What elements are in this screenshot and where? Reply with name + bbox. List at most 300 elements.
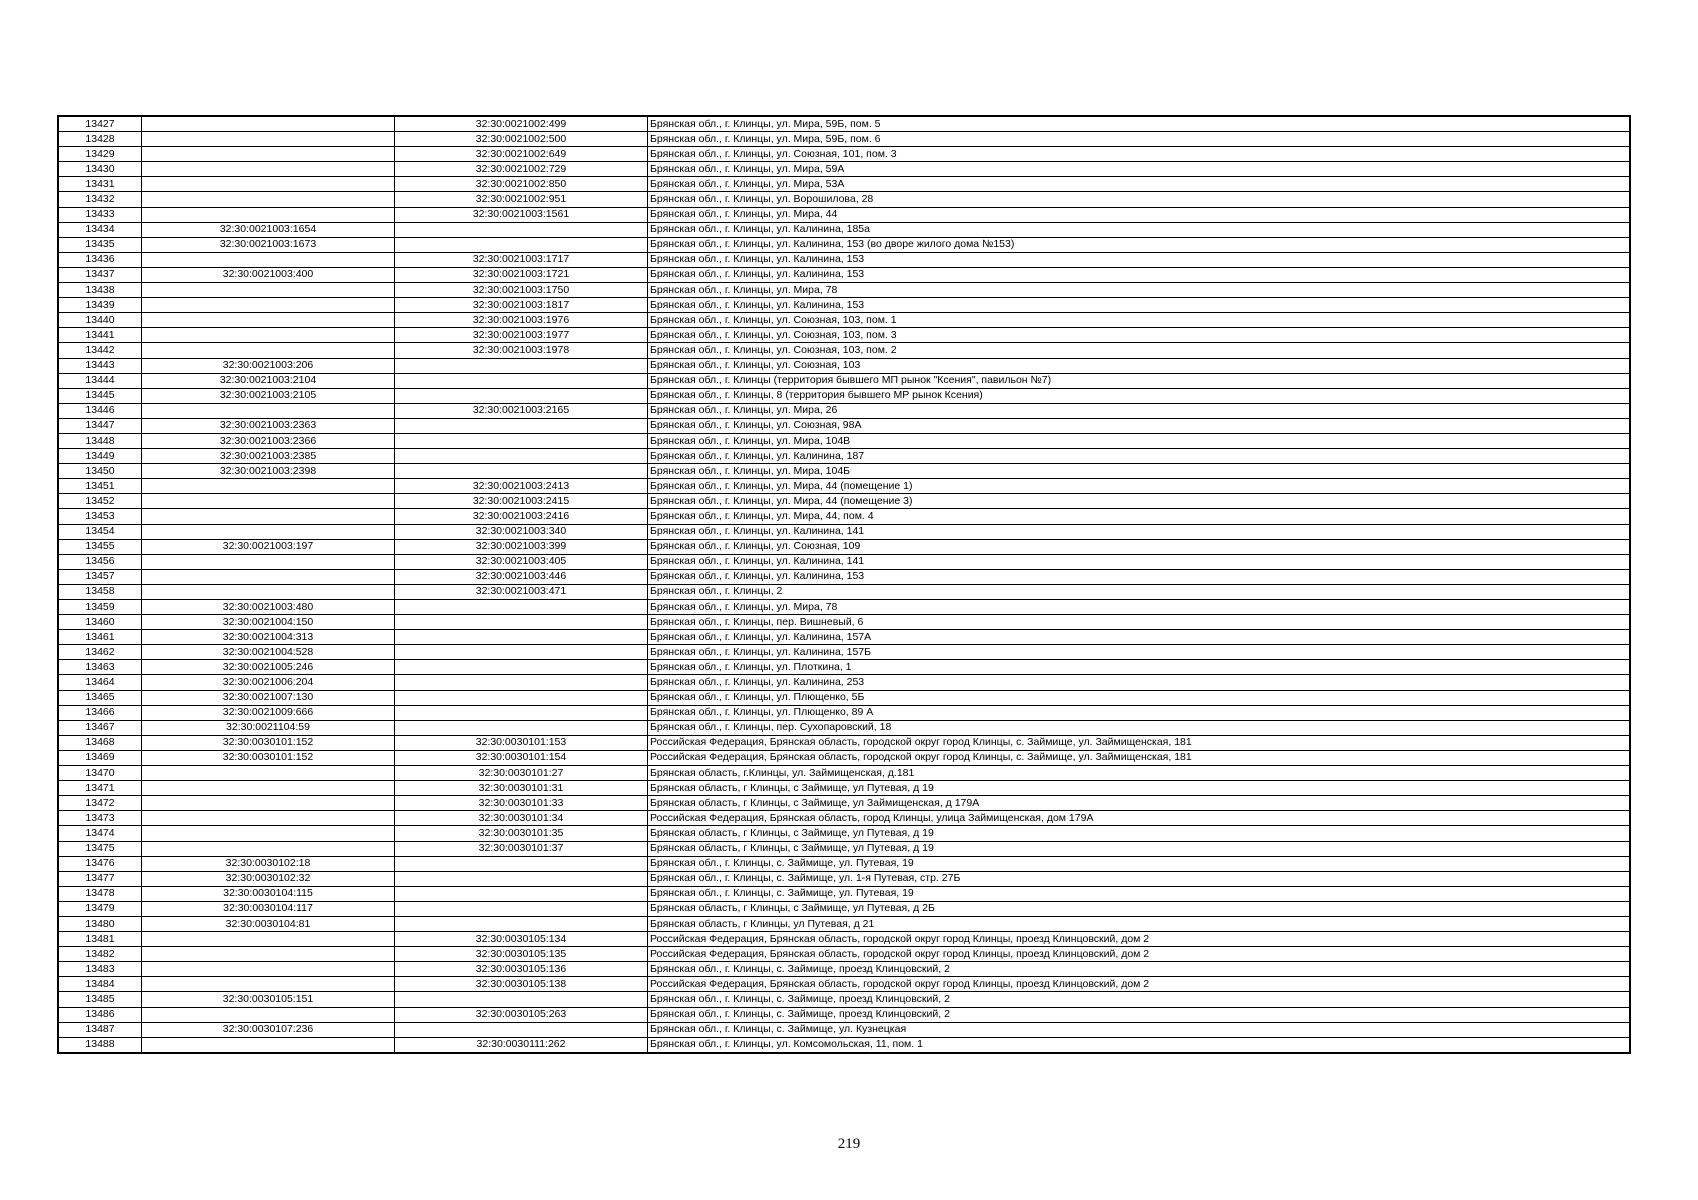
row-number-cell: 13481 <box>58 932 142 947</box>
table-row <box>58 116 1630 132</box>
address-cell: Брянская обл., г. Клинцы, пер. Вишневый, 6 <box>648 615 1631 630</box>
object-cadastral-number-cell: 32:30:0021003:1976 <box>395 313 648 328</box>
table-row <box>58 207 1630 222</box>
table-row <box>58 1037 1630 1053</box>
object-cadastral-number-cell: 32:30:0021003:2416 <box>395 509 648 524</box>
table-row <box>58 222 1630 237</box>
table-row <box>58 871 1630 886</box>
land-cadastral-number-cell: 32:30:0021003:2398 <box>142 464 395 479</box>
object-cadastral-number-cell: 32:30:0021003:471 <box>395 584 648 599</box>
object-cadastral-number-cell: 32:30:0021002:649 <box>395 147 648 162</box>
object-cadastral-number-cell <box>395 433 648 448</box>
object-cadastral-number-cell <box>395 373 648 388</box>
object-cadastral-number-cell <box>395 600 648 615</box>
table-row <box>58 464 1630 479</box>
table-row <box>58 267 1630 282</box>
land-cadastral-number-cell: 32:30:0021003:2385 <box>142 449 395 464</box>
table-row <box>58 418 1630 433</box>
land-cadastral-number-cell: 32:30:0021104:59 <box>142 720 395 735</box>
row-number-cell: 13472 <box>58 796 142 811</box>
row-number-cell: 13438 <box>58 283 142 298</box>
address-cell: Брянская обл., г. Клинцы, ул. Союзная, 103, пом. 3 <box>648 328 1631 343</box>
object-cadastral-number-cell: 32:30:0021003:405 <box>395 554 648 569</box>
table-row <box>58 494 1630 509</box>
land-cadastral-number-cell <box>142 766 395 781</box>
land-cadastral-number-cell <box>142 147 395 162</box>
address-cell: Брянская обл., г. Клинцы, ул. Мира, 78 <box>648 283 1631 298</box>
row-number-cell: 13480 <box>58 916 142 931</box>
table-row <box>58 645 1630 660</box>
row-number-cell: 13446 <box>58 403 142 418</box>
object-cadastral-number-cell: 32:30:0030101:34 <box>395 811 648 826</box>
address-cell: Брянская обл., г. Клинцы, ул. Мира, 104В <box>648 433 1631 448</box>
row-number-cell: 13453 <box>58 509 142 524</box>
row-number-cell: 13476 <box>58 856 142 871</box>
row-number-cell: 13444 <box>58 373 142 388</box>
row-number-cell: 13457 <box>58 569 142 584</box>
table-row <box>58 343 1630 358</box>
land-cadastral-number-cell: 32:30:0030102:32 <box>142 871 395 886</box>
table-row <box>58 388 1630 403</box>
address-cell: Брянская обл., г. Клинцы, ул. Ворошилова, 28 <box>648 192 1631 207</box>
object-cadastral-number-cell: 32:30:0030105:136 <box>395 962 648 977</box>
row-number-cell: 13442 <box>58 343 142 358</box>
address-cell: Брянская обл., г. Клинцы, ул. Плоткина, 1 <box>648 660 1631 675</box>
land-cadastral-number-cell: 32:30:0021009:666 <box>142 705 395 720</box>
land-cadastral-number-cell: 32:30:0021003:206 <box>142 358 395 373</box>
object-cadastral-number-cell: 32:30:0021003:1717 <box>395 252 648 267</box>
row-number-cell: 13454 <box>58 524 142 539</box>
land-cadastral-number-cell <box>142 554 395 569</box>
land-cadastral-number-cell <box>142 252 395 267</box>
table-row <box>58 237 1630 252</box>
object-cadastral-number-cell <box>395 856 648 871</box>
object-cadastral-number-cell: 32:30:0021003:1977 <box>395 328 648 343</box>
row-number-cell: 13459 <box>58 600 142 615</box>
address-cell: Брянская область, г.Клинцы, ул. Займищенская, д.181 <box>648 766 1631 781</box>
address-cell: Брянская обл., г. Клинцы, ул. Мира, 44 (помещение 1) <box>648 479 1631 494</box>
address-cell: Российская Федерация, Брянская область, городской округ город Клинцы, проезд Клинцовский, дом 2 <box>648 977 1631 992</box>
land-cadastral-number-cell <box>142 192 395 207</box>
object-cadastral-number-cell <box>395 705 648 720</box>
address-cell: Брянская область, г Клинцы, с Займище, ул Займищенская, д 179А <box>648 796 1631 811</box>
address-cell: Брянская обл., г. Клинцы, ул. Мира, 44, пом. 4 <box>648 509 1631 524</box>
object-cadastral-number-cell: 32:30:0030101:153 <box>395 735 648 750</box>
land-cadastral-number-cell <box>142 841 395 856</box>
row-number-cell: 13434 <box>58 222 142 237</box>
row-number-cell: 13440 <box>58 313 142 328</box>
address-cell: Брянская обл., г. Клинцы, ул. Калинина, 153 <box>648 569 1631 584</box>
row-number-cell: 13463 <box>58 660 142 675</box>
object-cadastral-number-cell <box>395 660 648 675</box>
row-number-cell: 13435 <box>58 237 142 252</box>
table-row <box>58 856 1630 871</box>
row-number-cell: 13443 <box>58 358 142 373</box>
table-row <box>58 584 1630 599</box>
land-cadastral-number-cell: 32:30:0030104:81 <box>142 916 395 931</box>
object-cadastral-number-cell <box>395 690 648 705</box>
row-number-cell: 13475 <box>58 841 142 856</box>
row-number-cell: 13469 <box>58 750 142 765</box>
land-cadastral-number-cell: 32:30:0021003:1654 <box>142 222 395 237</box>
address-cell: Брянская обл., г. Клинцы, с. Займище, ул. Путевая, 19 <box>648 856 1631 871</box>
land-cadastral-number-cell <box>142 569 395 584</box>
table-row <box>58 554 1630 569</box>
address-cell: Российская Федерация, Брянская область, городской округ город Клинцы, проезд Клинцовский, дом 2 <box>648 947 1631 962</box>
address-cell: Брянская обл., г. Клинцы, ул. Комсомольская, 11, пом. 1 <box>648 1037 1631 1053</box>
row-number-cell: 13456 <box>58 554 142 569</box>
row-number-cell: 13455 <box>58 539 142 554</box>
row-number-cell: 13467 <box>58 720 142 735</box>
land-cadastral-number-cell <box>142 494 395 509</box>
land-cadastral-number-cell <box>142 207 395 222</box>
land-cadastral-number-cell <box>142 283 395 298</box>
object-cadastral-number-cell <box>395 992 648 1007</box>
land-cadastral-number-cell <box>142 343 395 358</box>
row-number-cell: 13427 <box>58 116 142 132</box>
object-cadastral-number-cell <box>395 615 648 630</box>
object-cadastral-number-cell <box>395 630 648 645</box>
land-cadastral-number-cell: 32:30:0030107:236 <box>142 1022 395 1037</box>
table-row <box>58 781 1630 796</box>
table-row <box>58 433 1630 448</box>
row-number-cell: 13450 <box>58 464 142 479</box>
address-cell: Брянская обл., г. Клинцы, ул. Калинина, 157Б <box>648 645 1631 660</box>
land-cadastral-number-cell <box>142 132 395 147</box>
table-row <box>58 630 1630 645</box>
table-row <box>58 675 1630 690</box>
row-number-cell: 13451 <box>58 479 142 494</box>
table-row <box>58 328 1630 343</box>
address-cell: Брянская обл., г. Клинцы, ул. Плющенко, 89 А <box>648 705 1631 720</box>
table-row <box>58 901 1630 916</box>
object-cadastral-number-cell <box>395 449 648 464</box>
land-cadastral-number-cell <box>142 328 395 343</box>
object-cadastral-number-cell: 32:30:0021002:951 <box>395 192 648 207</box>
land-cadastral-number-cell <box>142 932 395 947</box>
land-cadastral-number-cell: 32:30:0030105:151 <box>142 992 395 1007</box>
table-row <box>58 886 1630 901</box>
object-cadastral-number-cell <box>395 358 648 373</box>
land-cadastral-number-cell <box>142 826 395 841</box>
object-cadastral-number-cell: 32:30:0021003:1978 <box>395 343 648 358</box>
table-row <box>58 811 1630 826</box>
table-row <box>58 705 1630 720</box>
address-cell: Брянская обл., г. Клинцы, ул. Калинина, 153 <box>648 298 1631 313</box>
object-cadastral-number-cell: 32:30:0030105:263 <box>395 1007 648 1022</box>
address-cell: Брянская обл., г. Клинцы, ул. Мира, 26 <box>648 403 1631 418</box>
row-number-cell: 13452 <box>58 494 142 509</box>
object-cadastral-number-cell <box>395 916 648 931</box>
row-number-cell: 13449 <box>58 449 142 464</box>
row-number-cell: 13485 <box>58 992 142 1007</box>
object-cadastral-number-cell: 32:30:0021003:446 <box>395 569 648 584</box>
address-cell: Российская Федерация, Брянская область, город Клинцы, улица Займищенская, дом 179А <box>648 811 1631 826</box>
table-row <box>58 509 1630 524</box>
land-cadastral-number-cell: 32:30:0021005:246 <box>142 660 395 675</box>
address-cell: Брянская область, г Клинцы, ул Путевая, д 21 <box>648 916 1631 931</box>
object-cadastral-number-cell: 32:30:0021003:1721 <box>395 267 648 282</box>
row-number-cell: 13470 <box>58 766 142 781</box>
table-row <box>58 1007 1630 1022</box>
object-cadastral-number-cell <box>395 871 648 886</box>
table-row <box>58 283 1630 298</box>
object-cadastral-number-cell: 32:30:0030105:134 <box>395 932 648 947</box>
land-cadastral-number-cell <box>142 162 395 177</box>
address-cell: Брянская обл., г. Клинцы, ул. Калинина, 185а <box>648 222 1631 237</box>
address-cell: Брянская обл., г. Клинцы, ул. Мира, 78 <box>648 600 1631 615</box>
table-row <box>58 147 1630 162</box>
table-row <box>58 1022 1630 1037</box>
address-cell: Брянская обл., г. Клинцы, ул. Союзная, 109 <box>648 539 1631 554</box>
address-cell: Брянская обл., г. Клинцы, ул. Калинина, 187 <box>648 449 1631 464</box>
land-cadastral-number-cell: 32:30:0021003:2363 <box>142 418 395 433</box>
land-cadastral-number-cell <box>142 403 395 418</box>
land-cadastral-number-cell <box>142 524 395 539</box>
row-number-cell: 13471 <box>58 781 142 796</box>
object-cadastral-number-cell: 32:30:0030101:33 <box>395 796 648 811</box>
object-cadastral-number-cell: 32:30:0021003:2415 <box>395 494 648 509</box>
row-number-cell: 13431 <box>58 177 142 192</box>
object-cadastral-number-cell: 32:30:0021002:729 <box>395 162 648 177</box>
address-cell: Российская Федерация, Брянская область, городской округ город Клинцы, с. Займище, ул. Займищенская, 181 <box>648 750 1631 765</box>
row-number-cell: 13458 <box>58 584 142 599</box>
land-cadastral-number-cell <box>142 977 395 992</box>
land-cadastral-number-cell <box>142 313 395 328</box>
registry-table-body <box>58 116 1630 1053</box>
address-cell: Брянская обл., г. Клинцы, пер. Сухопаровский, 18 <box>648 720 1631 735</box>
registry-table <box>57 115 1631 1054</box>
land-cadastral-number-cell: 32:30:0021004:313 <box>142 630 395 645</box>
row-number-cell: 13478 <box>58 886 142 901</box>
table-row <box>58 252 1630 267</box>
row-number-cell: 13487 <box>58 1022 142 1037</box>
land-cadastral-number-cell <box>142 1037 395 1053</box>
address-cell: Брянская обл., г. Клинцы, ул. Союзная, 101, пом. 3 <box>648 147 1631 162</box>
address-cell: Российская Федерация, Брянская область, городской округ город Клинцы, проезд Клинцовский, дом 2 <box>648 932 1631 947</box>
address-cell: Брянская обл., г. Клинцы, ул. Мира, 44 <box>648 207 1631 222</box>
row-number-cell: 13437 <box>58 267 142 282</box>
table-row <box>58 962 1630 977</box>
table-row <box>58 720 1630 735</box>
address-cell: Брянская обл., г. Клинцы (территория бывшего МП рынок "Ксения", павильон №7) <box>648 373 1631 388</box>
table-row <box>58 916 1630 931</box>
address-cell: Брянская обл., г. Клинцы, ул. Мира, 59Б, пом. 6 <box>648 132 1631 147</box>
table-row <box>58 539 1630 554</box>
land-cadastral-number-cell: 32:30:0021003:2104 <box>142 373 395 388</box>
object-cadastral-number-cell: 32:30:0030105:135 <box>395 947 648 962</box>
object-cadastral-number-cell: 32:30:0030101:37 <box>395 841 648 856</box>
land-cadastral-number-cell <box>142 479 395 494</box>
object-cadastral-number-cell <box>395 237 648 252</box>
row-number-cell: 13465 <box>58 690 142 705</box>
object-cadastral-number-cell: 32:30:0021003:2165 <box>395 403 648 418</box>
table-row <box>58 600 1630 615</box>
land-cadastral-number-cell: 32:30:0021003:197 <box>142 539 395 554</box>
table-row <box>58 373 1630 388</box>
land-cadastral-number-cell <box>142 177 395 192</box>
object-cadastral-number-cell: 32:30:0030111:262 <box>395 1037 648 1053</box>
row-number-cell: 13441 <box>58 328 142 343</box>
land-cadastral-number-cell: 32:30:0021003:400 <box>142 267 395 282</box>
object-cadastral-number-cell: 32:30:0030101:27 <box>395 766 648 781</box>
row-number-cell: 13468 <box>58 735 142 750</box>
address-cell: Брянская область, г Клинцы, с Займище, ул Путевая, д 2Б <box>648 901 1631 916</box>
address-cell: Брянская область, г Клинцы, с Займище, ул Путевая, д 19 <box>648 826 1631 841</box>
address-cell: Брянская область, г Клинцы, с Займище, ул Путевая, д 19 <box>648 841 1631 856</box>
object-cadastral-number-cell <box>395 901 648 916</box>
table-row <box>58 977 1630 992</box>
table-row <box>58 449 1630 464</box>
row-number-cell: 13447 <box>58 418 142 433</box>
table-row <box>58 947 1630 962</box>
table-row <box>58 358 1630 373</box>
row-number-cell: 13460 <box>58 615 142 630</box>
address-cell: Брянская обл., г. Клинцы, ул. Калинина, 141 <box>648 554 1631 569</box>
row-number-cell: 13488 <box>58 1037 142 1053</box>
address-cell: Брянская обл., г. Клинцы, с. Займище, ул. Путевая, 19 <box>648 886 1631 901</box>
object-cadastral-number-cell <box>395 645 648 660</box>
address-cell: Брянская обл., г. Клинцы, с. Займище, проезд Клинцовский, 2 <box>648 992 1631 1007</box>
object-cadastral-number-cell: 32:30:0021003:1817 <box>395 298 648 313</box>
land-cadastral-number-cell <box>142 796 395 811</box>
table-row <box>58 132 1630 147</box>
address-cell: Брянская обл., г. Клинцы, ул. Мира, 44 (помещение 3) <box>648 494 1631 509</box>
row-number-cell: 13484 <box>58 977 142 992</box>
row-number-cell: 13462 <box>58 645 142 660</box>
object-cadastral-number-cell <box>395 418 648 433</box>
land-cadastral-number-cell <box>142 1007 395 1022</box>
object-cadastral-number-cell <box>395 675 648 690</box>
address-cell: Брянская обл., г. Клинцы, ул. Калинина, 157А <box>648 630 1631 645</box>
object-cadastral-number-cell: 32:30:0030105:138 <box>395 977 648 992</box>
object-cadastral-number-cell <box>395 886 648 901</box>
object-cadastral-number-cell: 32:30:0030101:154 <box>395 750 648 765</box>
row-number-cell: 13439 <box>58 298 142 313</box>
table-row <box>58 660 1630 675</box>
land-cadastral-number-cell: 32:30:0021004:528 <box>142 645 395 660</box>
address-cell: Брянская обл., г. Клинцы, с. Займище, ул. Кузнецкая <box>648 1022 1631 1037</box>
table-row <box>58 932 1630 947</box>
object-cadastral-number-cell <box>395 222 648 237</box>
land-cadastral-number-cell: 32:30:0030101:152 <box>142 750 395 765</box>
land-cadastral-number-cell: 32:30:0021003:2366 <box>142 433 395 448</box>
row-number-cell: 13473 <box>58 811 142 826</box>
object-cadastral-number-cell <box>395 388 648 403</box>
address-cell: Брянская обл., г. Клинцы, ул. Союзная, 103 <box>648 358 1631 373</box>
row-number-cell: 13445 <box>58 388 142 403</box>
table-row <box>58 177 1630 192</box>
row-number-cell: 13474 <box>58 826 142 841</box>
table-row <box>58 479 1630 494</box>
address-cell: Брянская обл., г. Клинцы, ул. Калинина, 141 <box>648 524 1631 539</box>
row-number-cell: 13429 <box>58 147 142 162</box>
object-cadastral-number-cell: 32:30:0021003:1561 <box>395 207 648 222</box>
land-cadastral-number-cell: 32:30:0030101:152 <box>142 735 395 750</box>
address-cell: Брянская обл., г. Клинцы, ул. Союзная, 98А <box>648 418 1631 433</box>
object-cadastral-number-cell <box>395 464 648 479</box>
table-row <box>58 569 1630 584</box>
row-number-cell: 13430 <box>58 162 142 177</box>
table-row <box>58 796 1630 811</box>
row-number-cell: 13477 <box>58 871 142 886</box>
land-cadastral-number-cell <box>142 584 395 599</box>
table-row <box>58 192 1630 207</box>
land-cadastral-number-cell: 32:30:0021006:204 <box>142 675 395 690</box>
address-cell: Брянская обл., г. Клинцы, 2 <box>648 584 1631 599</box>
table-row <box>58 162 1630 177</box>
table-row <box>58 992 1630 1007</box>
table-row <box>58 313 1630 328</box>
object-cadastral-number-cell: 32:30:0021003:2413 <box>395 479 648 494</box>
land-cadastral-number-cell: 32:30:0021003:480 <box>142 600 395 615</box>
address-cell: Брянская обл., г. Клинцы, ул. Союзная, 103, пом. 1 <box>648 313 1631 328</box>
address-cell: Брянская область, г Клинцы, с Займище, ул Путевая, д 19 <box>648 781 1631 796</box>
land-cadastral-number-cell <box>142 811 395 826</box>
address-cell: Брянская обл., г. Клинцы, ул. Калинина, 153 (во дворе жилого дома №153) <box>648 237 1631 252</box>
table-row <box>58 735 1630 750</box>
page-number: 219 <box>837 1136 861 1152</box>
object-cadastral-number-cell: 32:30:0021003:399 <box>395 539 648 554</box>
row-number-cell: 13448 <box>58 433 142 448</box>
land-cadastral-number-cell: 32:30:0030104:115 <box>142 886 395 901</box>
land-cadastral-number-cell <box>142 298 395 313</box>
land-cadastral-number-cell: 32:30:0021007:130 <box>142 690 395 705</box>
address-cell: Брянская обл., г. Клинцы, ул. Калинина, 153 <box>648 252 1631 267</box>
row-number-cell: 13486 <box>58 1007 142 1022</box>
address-cell: Брянская обл., г. Клинцы, с. Займище, ул. 1-я Путевая, стр. 27Б <box>648 871 1631 886</box>
table-row <box>58 403 1630 418</box>
row-number-cell: 13482 <box>58 947 142 962</box>
address-cell: Брянская обл., г. Клинцы, ул. Союзная, 103, пом. 2 <box>648 343 1631 358</box>
object-cadastral-number-cell: 32:30:0030101:35 <box>395 826 648 841</box>
table-row <box>58 841 1630 856</box>
table-row <box>58 690 1630 705</box>
address-cell: Брянская обл., г. Клинцы, ул. Калинина, 153 <box>648 267 1631 282</box>
table-row <box>58 298 1630 313</box>
address-cell: Брянская обл., г. Клинцы, ул. Калинина, 253 <box>648 675 1631 690</box>
land-cadastral-number-cell <box>142 509 395 524</box>
land-cadastral-number-cell <box>142 947 395 962</box>
address-cell: Брянская обл., г. Клинцы, ул. Мира, 104Б <box>648 464 1631 479</box>
row-number-cell: 13479 <box>58 901 142 916</box>
row-number-cell: 13433 <box>58 207 142 222</box>
row-number-cell: 13432 <box>58 192 142 207</box>
address-cell: Брянская обл., г. Клинцы, ул. Мира, 59А <box>648 162 1631 177</box>
object-cadastral-number-cell: 32:30:0021003:1750 <box>395 283 648 298</box>
land-cadastral-number-cell: 32:30:0021003:2105 <box>142 388 395 403</box>
object-cadastral-number-cell: 32:30:0021002:850 <box>395 177 648 192</box>
row-number-cell: 13436 <box>58 252 142 267</box>
table-row <box>58 524 1630 539</box>
object-cadastral-number-cell: 32:30:0021003:340 <box>395 524 648 539</box>
row-number-cell: 13466 <box>58 705 142 720</box>
row-number-cell: 13483 <box>58 962 142 977</box>
address-cell: Брянская обл., г. Клинцы, с. Займище, проезд Клинцовский, 2 <box>648 962 1631 977</box>
land-cadastral-number-cell: 32:30:0021003:1673 <box>142 237 395 252</box>
address-cell: Брянская обл., г. Клинцы, с. Займище, проезд Клинцовский, 2 <box>648 1007 1631 1022</box>
object-cadastral-number-cell: 32:30:0030101:31 <box>395 781 648 796</box>
land-cadastral-number-cell <box>142 962 395 977</box>
address-cell: Российская Федерация, Брянская область, городской округ город Клинцы, с. Займище, ул. Займищенская, 181 <box>648 735 1631 750</box>
table-row <box>58 766 1630 781</box>
object-cadastral-number-cell <box>395 1022 648 1037</box>
object-cadastral-number-cell <box>395 720 648 735</box>
land-cadastral-number-cell <box>142 781 395 796</box>
address-cell: Брянская обл., г. Клинцы, 8 (территория бывшего МР рынок Ксения) <box>648 388 1631 403</box>
table-row <box>58 615 1630 630</box>
row-number-cell: 13461 <box>58 630 142 645</box>
